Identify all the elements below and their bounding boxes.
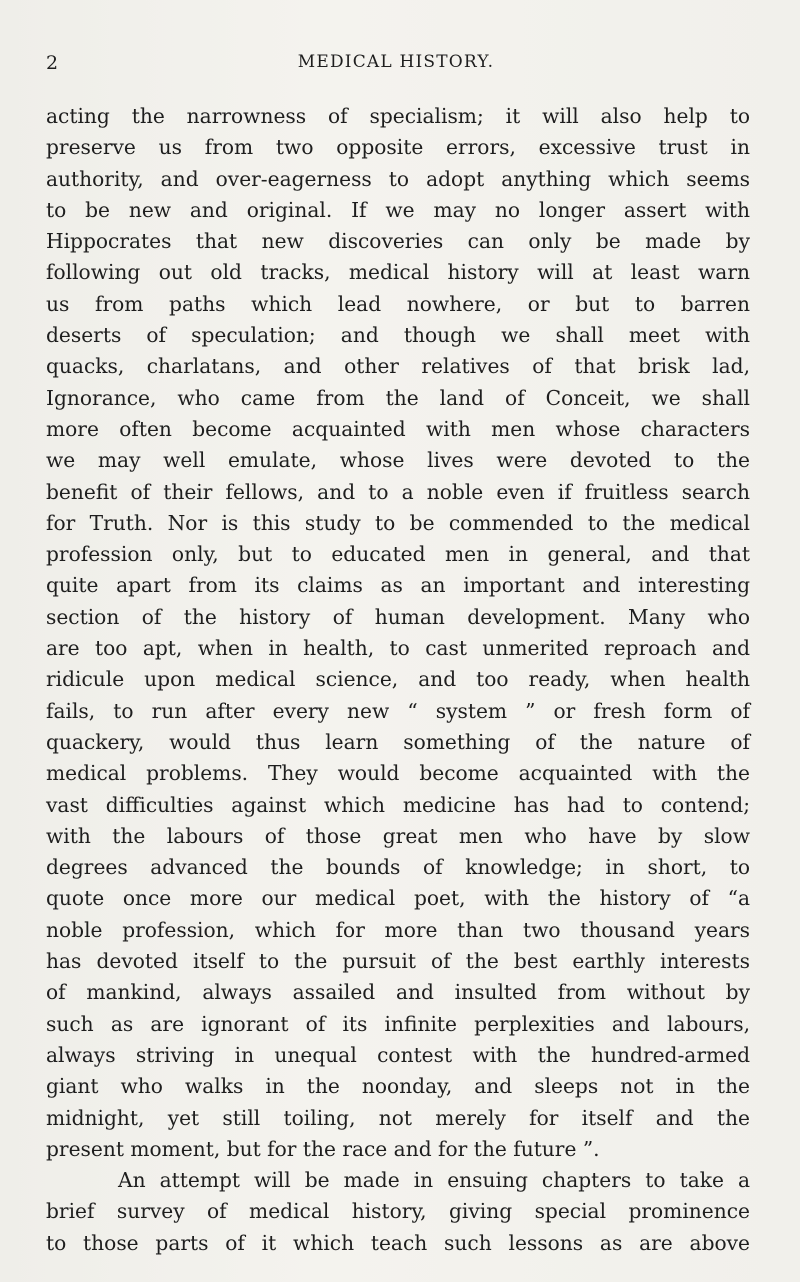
text-line: quite apart from its claims as an important and interesting bbox=[46, 573, 750, 598]
text-line: degrees advanced the bounds of knowledge; in short, to bbox=[46, 855, 750, 880]
text-line: to be new and original. If we may no longer assert with bbox=[46, 197, 750, 222]
text-line: acting the narrowness of specialism; it will also help to bbox=[46, 104, 750, 128]
text-line: midnight, yet still toiling, not merely for itself and the bbox=[46, 1105, 750, 1130]
page-header bbox=[46, 52, 746, 86]
text-line: quackery, would thus learn something of the nature of bbox=[46, 729, 750, 754]
text-line: following out old tracks, medical history will at least warn bbox=[46, 260, 750, 285]
text-line: such as are ignorant of its infinite perplexities and labours, bbox=[46, 1011, 750, 1036]
text-line: brief survey of medical history, giving special prominence bbox=[46, 1199, 750, 1224]
text-line: us from paths which lead nowhere, or but to barren bbox=[46, 291, 750, 316]
text-line: with the labours of those great men who have by slow bbox=[46, 823, 750, 848]
text-line: medical problems. They would become acquainted with the bbox=[46, 761, 750, 786]
text-line: quacks, charlatans, and other relatives of that brisk lad, bbox=[46, 354, 750, 379]
text-line: we may well emulate, whose lives were devoted to the bbox=[46, 448, 750, 473]
text-line: for Truth. Nor is this study to be commended to the medical bbox=[46, 510, 750, 535]
text-line: has devoted itself to the pursuit of the best earthly interests bbox=[46, 949, 750, 974]
text-line: giant who walks in the noonday, and sleeps not in the bbox=[46, 1074, 750, 1099]
page-number: 2 bbox=[46, 52, 59, 74]
text-line: authority, and over-eagerness to adopt anything which seems bbox=[46, 166, 750, 191]
text-line: fails, to run after every new “ system ” or fresh form of bbox=[46, 698, 750, 723]
text-line: preserve us from two opposite errors, excessive trust in bbox=[46, 135, 750, 160]
text-line: profession only, but to educated men in general, and that bbox=[46, 542, 750, 567]
paragraph-start-line: An attempt will be made in ensuing chapters to take a bbox=[118, 1168, 750, 1193]
text-line: are too apt, when in health, to cast unmerited reproach and bbox=[46, 636, 750, 661]
paragraph-end-line: present moment, but for the race and for the future ”. bbox=[46, 1136, 600, 1161]
text-line: ridicule upon medical science, and too ready, when health bbox=[46, 667, 750, 692]
text-line: Hippocrates that new discoveries can only be made by bbox=[46, 229, 750, 254]
text-line: noble profession, which for more than two thousand years bbox=[46, 917, 750, 942]
running-head: MEDICAL HISTORY. bbox=[297, 52, 495, 72]
text-line: vast difficulties against which medicine has had to contend; bbox=[46, 792, 750, 817]
text-line: always striving in unequal contest with the hundred-armed bbox=[46, 1042, 750, 1067]
body-text bbox=[46, 101, 750, 1259]
text-line: section of the history of human development. Many who bbox=[46, 604, 750, 629]
text-line: quote once more our medical poet, with the history of “a bbox=[46, 886, 750, 911]
text-line: more often become acquainted with men whose characters bbox=[46, 416, 750, 441]
text-line: Ignorance, who came from the land of Conceit, we shall bbox=[46, 385, 750, 410]
text-line: of mankind, always assailed and insulted from without by bbox=[46, 980, 750, 1005]
text-line: benefit of their fellows, and to a noble even if fruitless search bbox=[46, 479, 750, 504]
text-line: deserts of speculation; and though we shall meet with bbox=[46, 323, 750, 348]
text-line: to those parts of it which teach such lessons as are above bbox=[46, 1230, 750, 1255]
